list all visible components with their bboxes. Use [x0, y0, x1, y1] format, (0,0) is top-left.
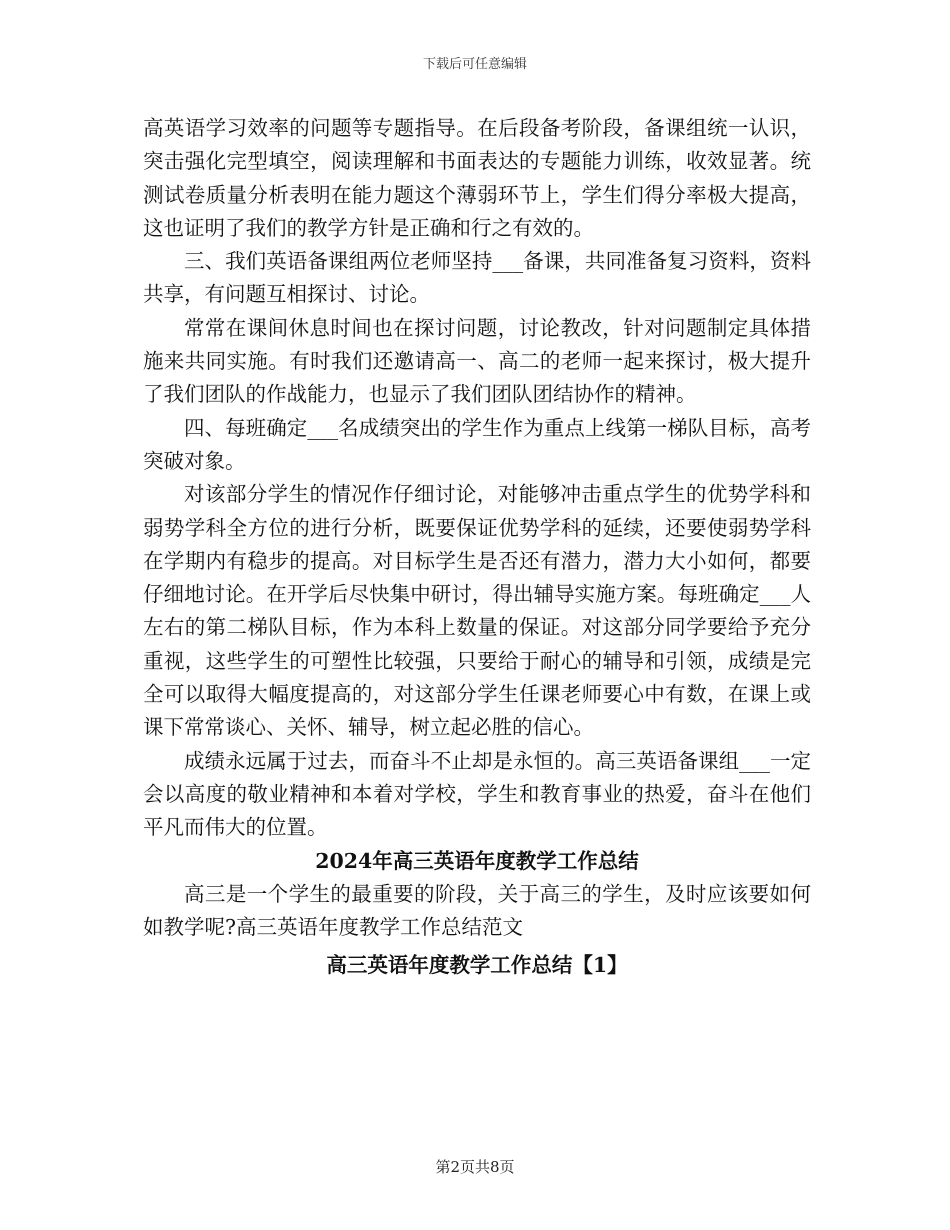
- section-title: 2024年高三英语年度教学工作总结: [315, 848, 639, 873]
- paragraph-item-four: 四、每班确定___名成绩突出的学生作为重点上线第一梯队目标，高考突破对象。: [143, 415, 811, 473]
- document-body: [143, 112, 811, 983]
- page-header: 下载后可任意编辑: [422, 57, 527, 72]
- intro-paragraph: 高三是一个学生的最重要的阶段，关于高三的学生，及时应该要如何如教学呢?高三英语年度教学工作总结范文: [143, 881, 811, 940]
- paragraph-continued: 高英语学习效率的问题等专题指导。在后段备考阶段，备课组统一认识，突击强化完型填空，阅读理解和书面表达的专题能力训练，收效显著。统测试卷质量分析表明在能力题这个薄弱环节上，学生们得分率极大提高，这也证明了我们的教学方针是正确和行之有效的。: [143, 116, 811, 240]
- sub-title: 高三英语年度教学工作总结【1】: [326, 953, 628, 978]
- paragraph-analysis: 对该部分学生的情况作仔细讨论，对能够冲击重点学生的优势学科和弱势学科全方位的进行分析，既要保证优势学科的延续，还要使弱势学科在学期内有稳步的提高。对目标学生是否还有潜力，潜力大小如何，都要仔细地讨论。在开学后尽快集中研讨，得出辅导实施方案。每班确定___人左右的第二梯队目标，作为本科上数量的保证。对这部分同学要给予充分重视，这些学生的可塑性比较强，只要给于耐心的辅导和引领，成绩是完全可以取得大幅度提高的，对这部分学生任课老师要心中有数，在课上或课下常常谈心、关怀、辅导，树立起必胜的信心。: [143, 482, 811, 740]
- paragraph-conclusion: 成绩永远属于过去，而奋斗不止却是永恒的。高三英语备课组___一定会以高度的敬业精神和本着对学校，学生和教育事业的热爱，奋斗在他们平凡而伟大的位置。: [143, 748, 811, 840]
- page-number: 第2页共8页: [435, 1158, 515, 1176]
- paragraph-discussion: 常常在课间休息时间也在探讨问题，讨论教改，针对问题制定具体措施来共同实施。有时我们还邀请高一、高二的老师一起来探讨，极大提升了我们团队的作战能力，也显示了我们团队团结协作的精神。: [143, 315, 811, 407]
- paragraph-item-three: 三、我们英语备课组两位老师坚持___备课，共同准备复习资料，资料共享，有问题互相探讨、讨论。: [143, 249, 811, 307]
